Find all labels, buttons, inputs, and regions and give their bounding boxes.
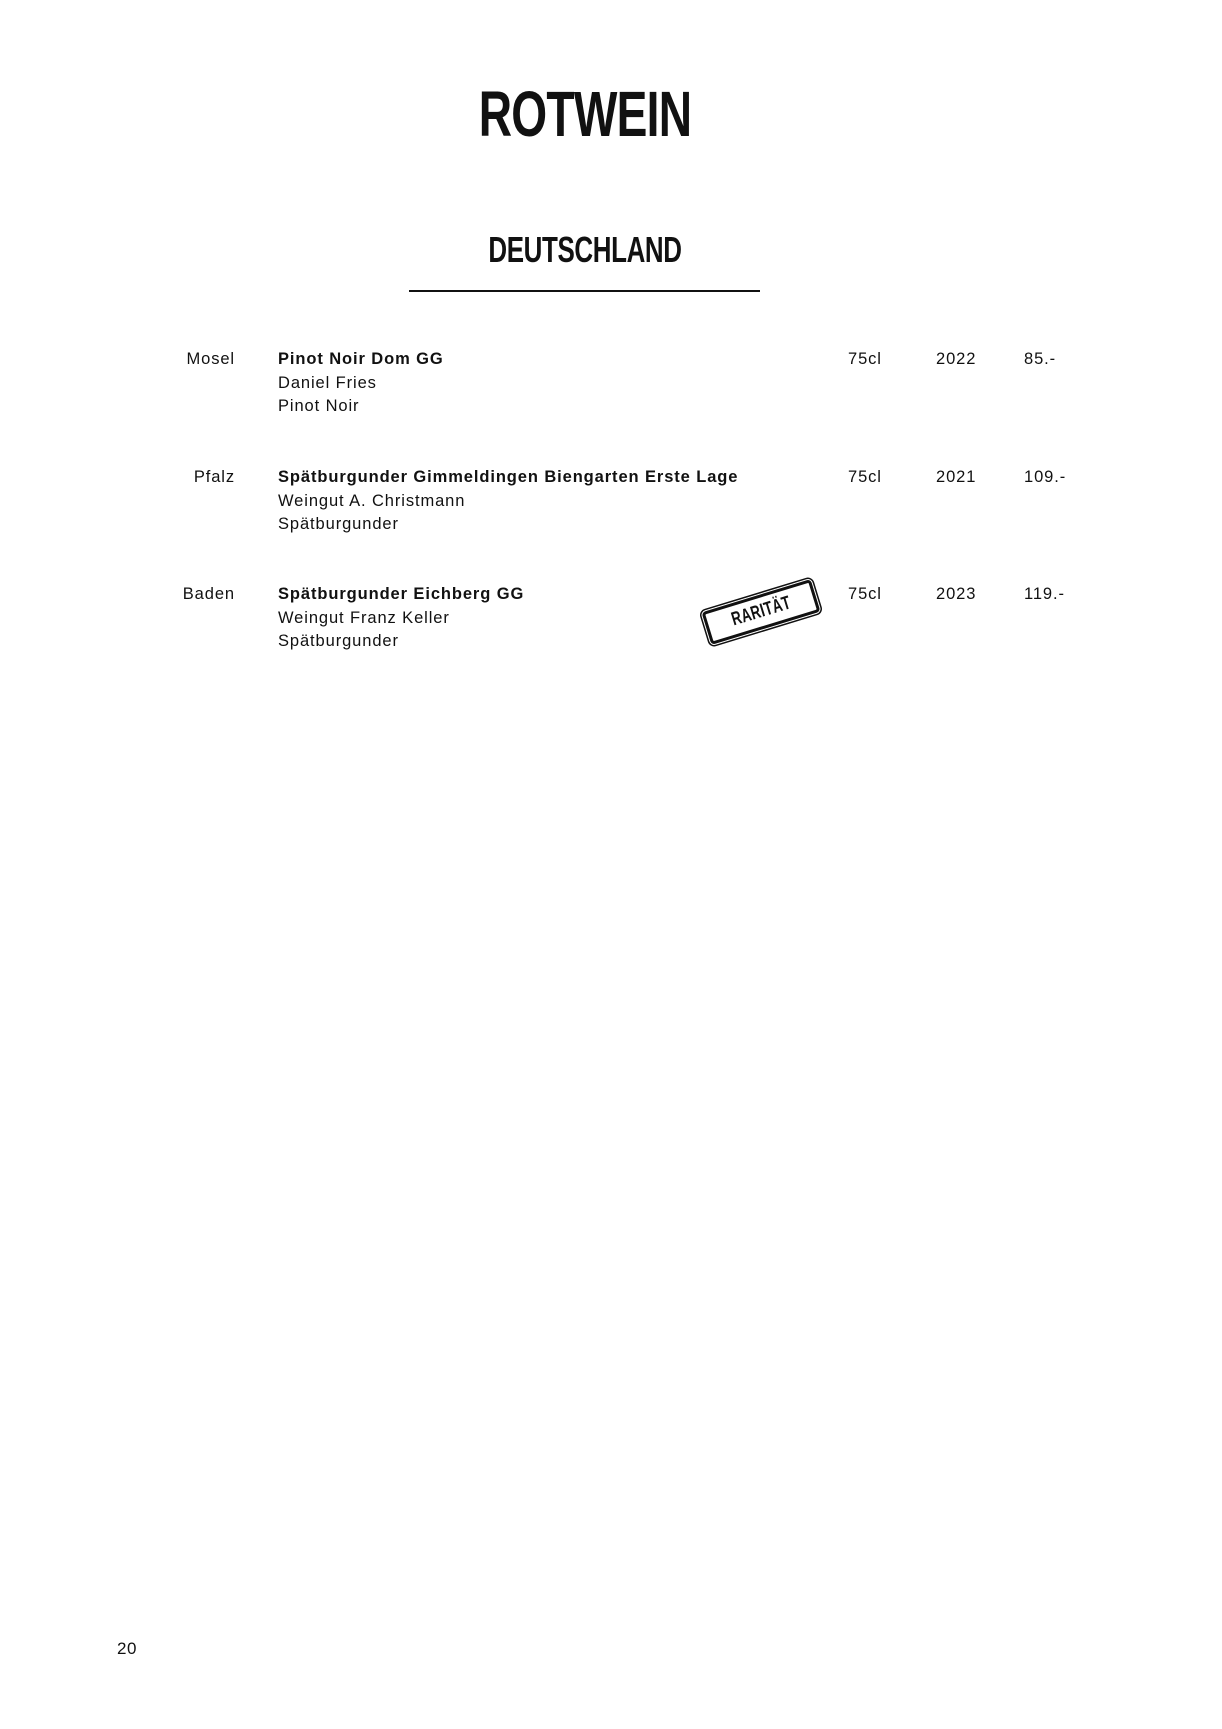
wine-grape: Spätburgunder xyxy=(278,515,399,533)
wine-bottle-size: 75cl xyxy=(848,350,882,368)
section-divider xyxy=(409,290,760,292)
wine-bottle-size: 75cl xyxy=(848,585,882,603)
wine-row xyxy=(0,348,1222,428)
wine-info xyxy=(278,583,524,654)
wine-producer: Weingut Franz Keller xyxy=(278,608,450,627)
wine-row xyxy=(0,583,1222,663)
wine-name: Spätburgunder Eichberg GG xyxy=(278,585,525,603)
page-title: ROTWEIN xyxy=(478,78,692,150)
wine-name: Pinot Noir Dom GG xyxy=(278,350,444,368)
wine-region: Mosel xyxy=(186,350,235,368)
wine-bottle-size: 75cl xyxy=(848,468,882,486)
page-number: 20 xyxy=(117,1639,137,1658)
wine-row xyxy=(0,466,1222,546)
wine-info xyxy=(278,466,738,537)
wine-price: 85.- xyxy=(1024,350,1057,368)
wine-region: Baden xyxy=(182,585,235,603)
rarity-stamp-label: RARITÄT xyxy=(728,592,794,631)
wine-name: Spätburgunder Gimmeldingen Biengarten Erste Lage xyxy=(278,468,739,486)
wine-vintage: 2023 xyxy=(936,585,977,603)
wine-producer: Weingut A. Christmann xyxy=(278,491,466,510)
wine-grape: Pinot Noir xyxy=(278,397,360,415)
wine-grape: Spätburgunder xyxy=(278,632,399,650)
rarity-stamp-badge xyxy=(702,579,821,645)
wine-price: 109.- xyxy=(1024,468,1067,486)
wine-info xyxy=(278,348,444,419)
wine-vintage: 2022 xyxy=(936,350,977,368)
section-title: DEUTSCHLAND xyxy=(488,229,682,270)
wine-vintage: 2021 xyxy=(936,468,977,486)
wine-producer: Daniel Fries xyxy=(278,373,377,392)
wine-price: 119.- xyxy=(1024,585,1065,603)
wine-region: Pfalz xyxy=(193,468,235,486)
